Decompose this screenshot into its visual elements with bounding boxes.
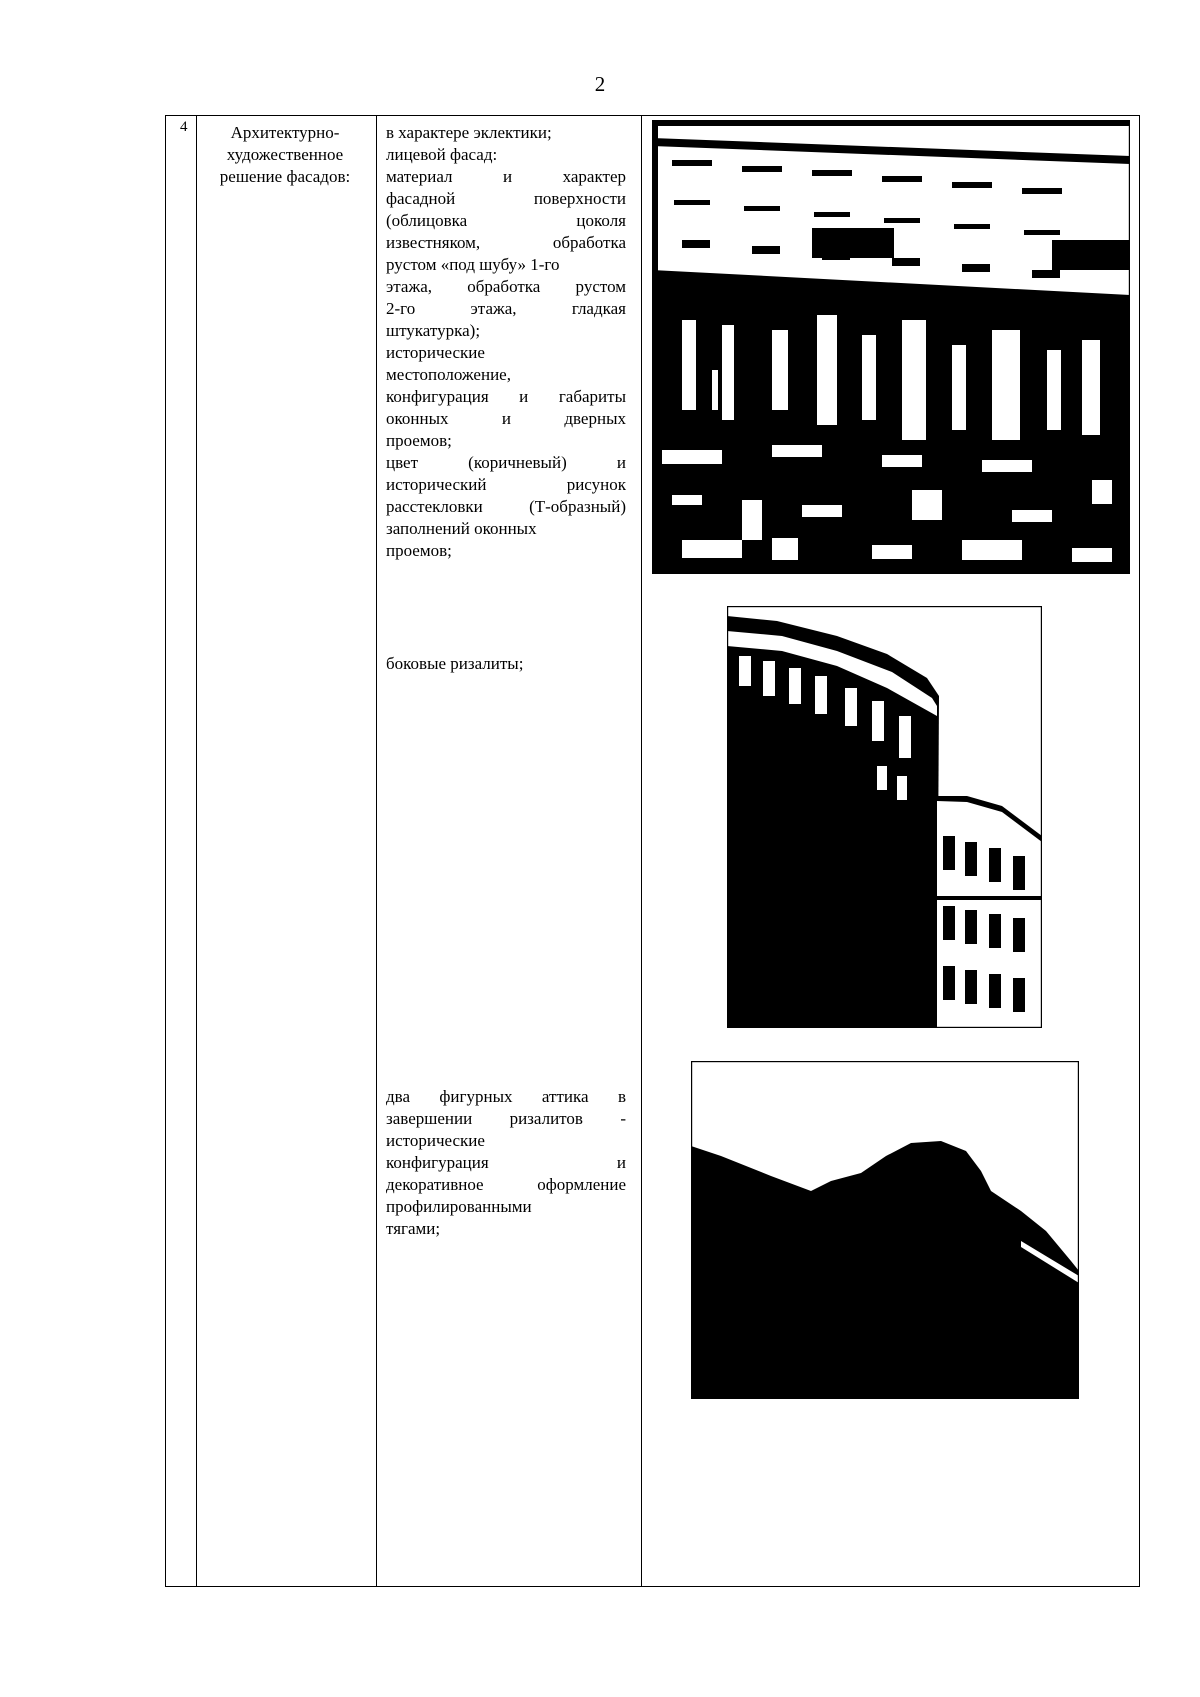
- page-number: 2: [594, 72, 606, 96]
- text-line: исторические: [386, 1131, 485, 1150]
- text-line: конфигурация и габариты: [386, 387, 626, 406]
- text-line: цвет (коричневый) и: [386, 453, 626, 472]
- facade-photo-image: [652, 120, 1130, 574]
- text-line: рустом «под шубу» 1-го: [386, 255, 560, 274]
- row-name: [196, 122, 374, 188]
- text-line: два фигурных аттика в: [386, 1087, 626, 1106]
- text-line: завершении ризалитов -: [386, 1109, 626, 1128]
- text-line: расстекловки (Т-образный): [386, 497, 626, 516]
- text-line: заполнений оконных: [386, 519, 537, 538]
- column-divider: [376, 116, 377, 1586]
- text-line: проемов;: [386, 541, 452, 560]
- text-line: профилированными: [386, 1197, 532, 1216]
- risalits-text: [386, 653, 626, 675]
- text-line: лицевой фасад:: [386, 145, 498, 164]
- risalit-photo: [727, 606, 1042, 1028]
- text-line: (облицовка цоколя: [386, 211, 626, 230]
- text-line: декоративное оформление: [386, 1175, 626, 1194]
- row-name-line: художественное: [226, 145, 344, 164]
- text-line: оконных и дверных: [386, 409, 626, 428]
- text-line: конфигурация и: [386, 1153, 626, 1172]
- text-line: проемов;: [386, 431, 452, 450]
- row-name-line: решение фасадов:: [219, 167, 351, 186]
- text-line: штукатурка);: [386, 321, 481, 340]
- text-line: исторические: [386, 343, 485, 362]
- facade-photo: [652, 120, 1130, 574]
- text-line: в характере эклектики;: [386, 123, 552, 142]
- text-line: фасадной поверхности: [386, 189, 626, 208]
- text-line: местоположение,: [386, 365, 511, 384]
- text-line: известняком, обработка: [386, 233, 626, 252]
- text-line: исторический рисунок: [386, 475, 626, 494]
- column-divider: [641, 116, 642, 1586]
- text-line: боковые ризалиты;: [386, 654, 524, 673]
- attic-text: [386, 1086, 626, 1240]
- text-line: тягами;: [386, 1219, 441, 1238]
- text-line: этажа, обработка рустом: [386, 277, 626, 296]
- attic-photo-image: [691, 1061, 1079, 1399]
- text-line: материал и характер: [386, 167, 626, 186]
- attic-photo: [691, 1061, 1079, 1399]
- text-line: 2-го этажа, гладкая: [386, 299, 626, 318]
- row-number: 4: [180, 119, 188, 135]
- column-divider: [196, 116, 197, 1586]
- risalit-photo-image: [727, 606, 1042, 1028]
- facade-description-text: [386, 122, 626, 562]
- row-name-line: Архитектурно-: [230, 123, 340, 142]
- objects-table: [165, 115, 1140, 1587]
